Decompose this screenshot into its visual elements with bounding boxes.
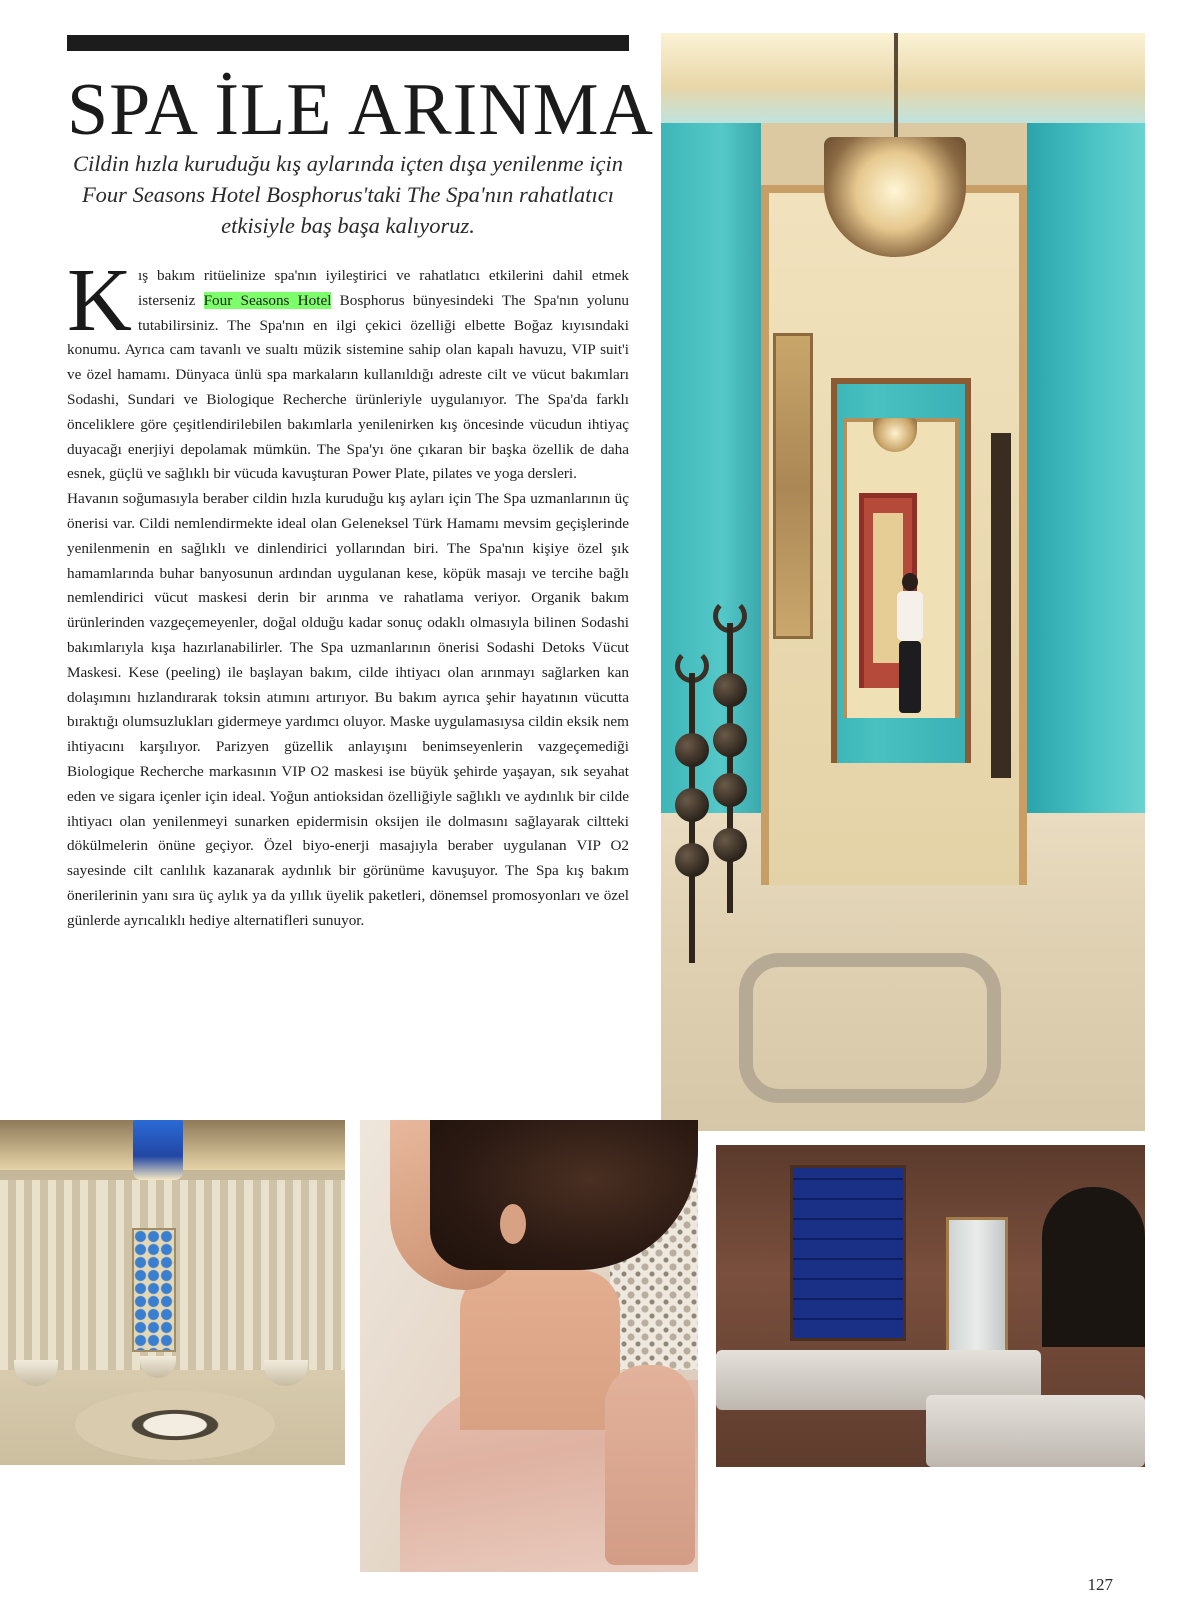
sculpture-ball: [713, 828, 747, 862]
corridor-ceiling: [661, 33, 1145, 123]
sculpture-ball: [675, 843, 709, 877]
paragraph-1-start: ış bakım ritüelinize spa'nın iyileştirici ve rahatlatıcı etkilerini dahil etmek isterseniz: [138, 267, 629, 309]
neck: [460, 1270, 620, 1430]
corridor-photo: [661, 33, 1145, 1131]
corridor-wall-right: [1027, 123, 1145, 913]
page-number: 127: [1087, 1575, 1113, 1594]
treatment-room-photo: [716, 1145, 1145, 1467]
figure-head: [902, 573, 918, 591]
side-door: [991, 433, 1011, 778]
figure-torso: [897, 591, 923, 641]
paragraph-2: Havanın soğumasıyla beraber cildin hızla kuruduğu kış ayları için The Spa uzmanlarının üç önerisi var. Cildi nemlendirmekte ideal olan Geleneksel Türk Hamamı mevsim geçişlerinde yenilenmenin en sağlıklı ve dinlendirici yollarından biri. The Spa'nın kişiye özel şık hamamlarında buhar banyosunun ardından uygulanan kese, köpük masajı ve tercihe bağlı nemlendirici vücut maskesi derin bir arınma ve rahatlama veriyor. Organik bakım ürünlerinden vazgeçemeyenler, doğal olduğu kadar sonuç odaklı olmasıyla bilinen Sodashi bakımlarıyla kışa hazırlanabilirler. The Spa uzmanlarının önerisi Sodashi Detoks Vücut Maskesi. Kese (peeling) ile başlayan bakım, cilde ihtiyacı olan arınmayı sağlarken kan dolaşımını hızlandırarak toksin atımını artırıyor. Bu bakım ayrıca şehir hayatının vücutta bıraktığı olumsuzlukları gidermeye yardımcı oluyor. Maske uygulamasıysa cildin eksik nem ihtiyacını karşılıyor. Parizyen güzellik anlayışını benimseyenlerin vazgeçemediği Biologique Recherche markasının VIP O2 maskesi ise büyük şehirde yaşayan, sık seyahat eden ve sigara içenler için ideal. Yoğun antioksidan özelliğiyle sağlıklı ve aydınlık bir cilde ihtiyacı olan yenilenmeyi sunarken epidermisin oksijen ile dolmasını sağlayarak ciltteki dökülmelerin önüne geçiyor. Özel biyo-enerji masajıyla beraber uygulanan VIP O2 sayesinde cilt canlılık kazanarak aydınlık bir görünüme kavuşuyor. The Spa kış bakım önerilerinin yanı sıra üç aylık ya da yıllık üyelik paketleri, dönemsel promosyonları ve özel günlerde ayrıcalıklı hediye alternatifleri sunuyor.: [67, 490, 629, 929]
highlighted-hotel-name: Four Seasons Hotel: [203, 291, 332, 309]
dark-arch: [1042, 1187, 1145, 1347]
hammam-lamp: [133, 1120, 183, 1180]
figure-legs: [899, 641, 921, 713]
hammam-wall-right: [245, 1180, 345, 1370]
glass-door: [946, 1217, 1008, 1363]
header-rule: [67, 35, 629, 51]
hammam-niche: [132, 1228, 176, 1352]
hammam-photo: [0, 1120, 345, 1465]
drop-cap: K: [67, 251, 132, 350]
massage-table: [926, 1395, 1145, 1467]
sculpture-ball: [675, 733, 709, 767]
star-floor-pattern: [75, 1390, 275, 1460]
headline: SPA İLE ARINMA: [67, 69, 654, 151]
ear: [500, 1204, 526, 1244]
attendant-figure: [893, 573, 927, 713]
sculpture-ball: [713, 773, 747, 807]
hammam-wall-left: [0, 1180, 100, 1370]
sculpture-ball: [675, 788, 709, 822]
blue-tile-wall: [790, 1165, 906, 1341]
sculpture-ball: [713, 723, 747, 757]
wall-painting: [773, 333, 813, 639]
paragraph-1-rest: Bosphorus bünyesindeki The Spa'nın yolunu tutabilirsiniz. The Spa'nın en ilgi çekici özelliği elbette Boğaz kıyısındaki konumu. Ayrıca cam tavanlı ve sualtı müzik sistemine sahip olan kapalı havuzu, VIP suit'i ve özel hamamı. Dünyaca ünlü spa markaların kullanıldığı adreste cilt ve vücut bakımları Sodashi, Sundari ve Biologique Recherche ürünleriyle uygulanıyor. The Spa'da farklı önceliklere göre çeşitlendirilebilen bakımlarla yenilenirken kış öncesinde vücudun ihtiyaç duyacağı enerjiyi depolamak mümkün. The Spa'yı öne çıkaran bir başka özellik de daha esnek, güçlü ve sağlıklı bir vücuda kavuşturan Power Plate, pilates ve yoga dersleri.: [67, 291, 630, 483]
floor-inlay: [739, 953, 1001, 1103]
hand: [605, 1365, 695, 1565]
lamp-chain: [894, 33, 898, 143]
sculpture-ball: [713, 673, 747, 707]
sculpture-stem: [727, 623, 733, 913]
article-body: [67, 251, 630, 934]
paragraph-1: [67, 251, 630, 487]
standfirst: Cildin hızla kuruduğu kış aylarında içten dışa yenilenme için Four Seasons Hotel Bosphorus'taki The Spa'nın rahatlatıcı etkisiyle baş başa kalıyoruz.: [73, 151, 623, 238]
treatment-woman-photo: [360, 1120, 698, 1572]
